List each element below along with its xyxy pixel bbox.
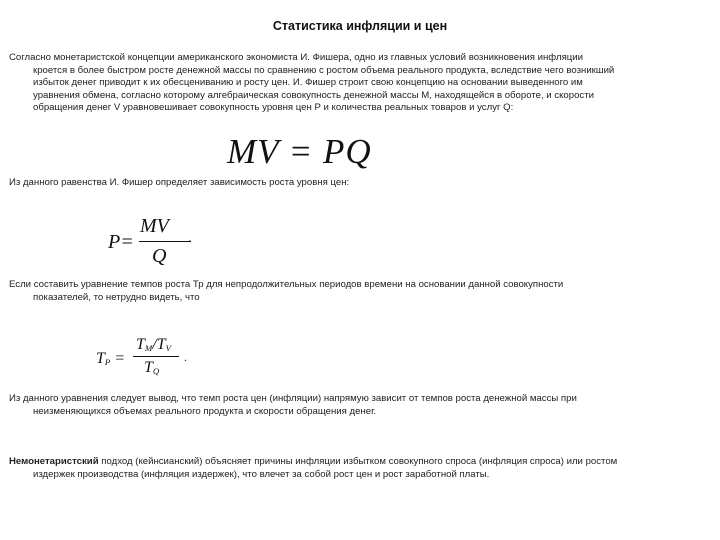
formula-period: . [184,350,187,364]
paragraph-line: кроется в более быстром росте денежной массы по сравнению с ростом объема реального продукта, вследствие чего возникший [33,64,615,76]
bold-term: Немонетаристский [9,456,99,467]
formula-denominator: $T_Q$ [144,359,160,376]
paragraph-line: неизменяющихся объемах реального продукта и скорости обращения денег. [33,405,377,417]
paragraph-line: уравнения обмена, согласно которому алгебраическая совокупность денежной массы М, находящейся в обороте, и скорости [33,89,594,101]
paragraph-price-dependency [9,177,709,190]
page-title: Статистика инфляции и цен [272,19,448,33]
paragraph-growth-rate [9,279,709,304]
paragraph-monetarist [9,52,709,115]
paragraph-line: показателей, то нетрудно видеть, что [33,291,200,303]
fraction-bar [139,241,191,242]
formula-lhs: $T_P$ = [96,350,126,367]
paragraph-line: издержек производства (инфляция издержек), что влечет за собой рост цен и рост заработной платы. [33,468,490,480]
paragraph-line: Согласно монетаристской концепции американского экономиста И. Фишера, одно из главных условий возникновения инфляции [9,52,583,63]
paragraph-line: Немонетаристский подход (кейнсианский) объясняет причины инфляции избытком совокупного спроса (инфляция спроса) или ростом [9,456,618,467]
exchange-equation: MV = PQ [227,132,372,171]
formula-period: . [188,231,192,246]
formula-denominator: Q [152,245,167,267]
paragraph-line: избыток денег приводит к их обесцениванию и росту цен. И. Фишер строит свою концепцию на основании выведенного им [33,77,583,89]
fraction-bar [133,356,179,357]
formula-numerator: MV [140,215,169,237]
paragraph-line: обращения денег V уравновешивает совокупность уровня цен Р и количества реальных товаров и услуг Q: [33,102,514,114]
paragraph-line: Из данного равенства И. Фишер определяет зависимость роста уровня цен: [9,177,350,188]
paragraph-non-monetarist [9,456,709,481]
paragraph-line: Из данного уравнения следует вывод, что темп роста цен (инфляции) напрямую зависит от темпов роста денежной массы при [9,393,577,404]
formula-lhs: P= [108,231,134,253]
paragraph-line: Если составить уравнение темпов роста Тр для непродолжительных периодов времени на основании данной совокупности [9,279,564,290]
formula-numerator: $T_M/T_V$ [136,336,171,353]
paragraph-conclusion [9,393,709,418]
